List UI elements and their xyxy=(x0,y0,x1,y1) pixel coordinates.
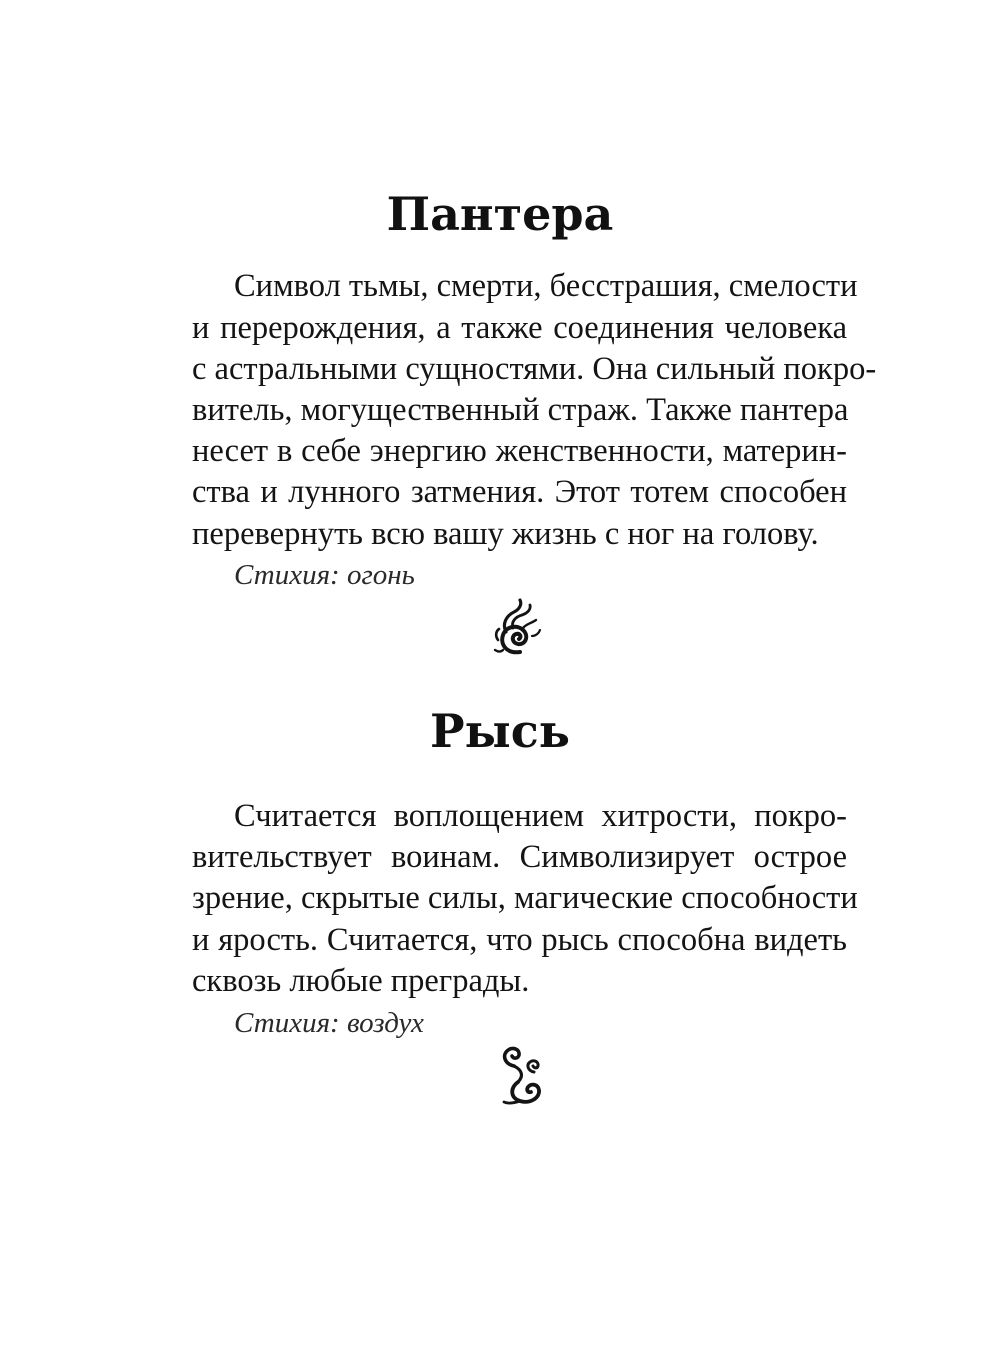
section-title-lynx: Рысь xyxy=(430,704,570,758)
paragraph-line: Считается воплощением хитрости, покро- xyxy=(234,798,847,834)
paragraph-line: и перерождения, а также соединения человека xyxy=(192,310,847,346)
paragraph-line: сквозь любые преграды. xyxy=(192,963,530,999)
paragraph-line: вительствует воинам. Символизирует острое xyxy=(192,839,847,875)
paragraph-line: и ярость. Считается, что рысь способна видеть xyxy=(192,922,847,958)
paragraph-line: несет в себе энергию женственности, материн- xyxy=(192,433,847,469)
paragraph-line: перевернуть всю вашу жизнь с ног на голову. xyxy=(192,516,819,552)
paragraph-line: с астральными сущностями. Она сильный покро- xyxy=(192,351,877,387)
panther-element-label: Стихия: огонь xyxy=(234,559,415,591)
paragraph-line: ства и лунного затмения. Этот тотем способен xyxy=(192,474,847,510)
lynx-element-label: Стихия: воздух xyxy=(234,1007,424,1039)
air-ornament-icon xyxy=(496,1042,548,1112)
fire-ornament-icon xyxy=(492,598,544,664)
paragraph-line: витель, могущественный страж. Также пантера xyxy=(192,392,849,428)
section-title-panther: Пантера xyxy=(386,187,614,241)
paragraph-line: зрение, скрытые силы, магические способности xyxy=(192,880,858,916)
paragraph-line: Символ тьмы, смерти, бесстрашия, смелости xyxy=(234,268,858,304)
